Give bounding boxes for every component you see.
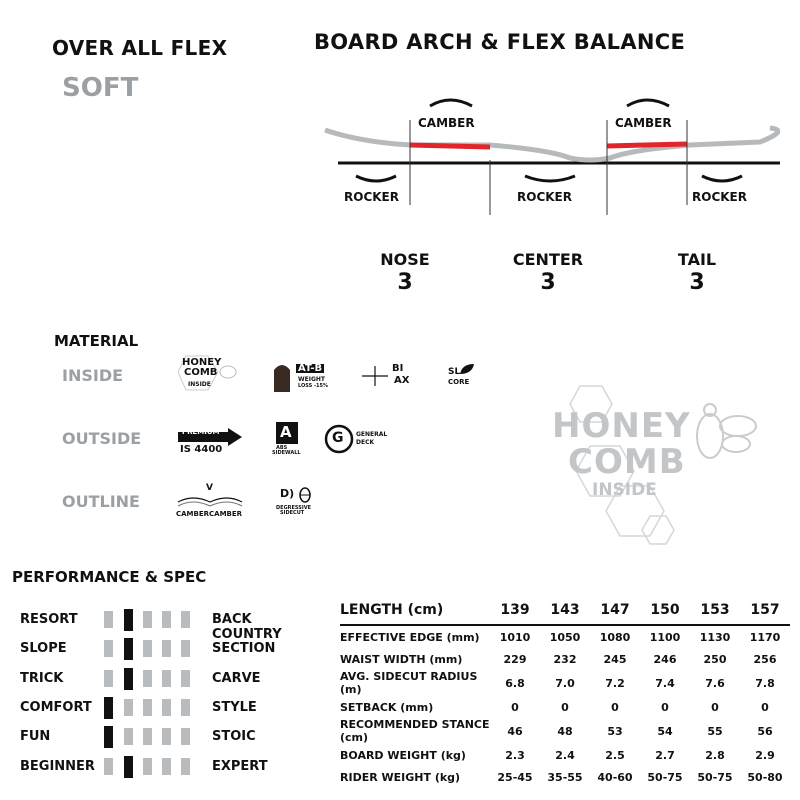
table-row: BOARD WEIGHT (kg) 2.3 2.4 2.5 2.7 2.8 2.9 <box>340 748 775 762</box>
perf-right-label: BACK COUNTRY <box>212 612 282 642</box>
material-outside-label: OUTSIDE <box>62 429 142 448</box>
scale-marker <box>104 640 113 657</box>
atb-weight-loss-icon: AT-B WEIGHT LOSS -15% <box>272 358 332 392</box>
scale-marker-active <box>104 697 113 719</box>
scale-marker <box>162 758 171 775</box>
board-profile-line <box>325 128 778 160</box>
overall-flex-title: OVER ALL FLEX <box>52 36 228 60</box>
scale-marker <box>143 699 152 716</box>
scale-marker <box>181 611 190 628</box>
scale-marker <box>143 728 152 745</box>
perf-left-label: TRICK <box>20 670 64 686</box>
perf-right-label: SECTION <box>212 641 276 657</box>
table-row: RIDER WEIGHT (kg) 25-45 35-55 40-60 50-75 50-75 50-80 <box>340 770 783 784</box>
perf-right-label: CARVE <box>212 670 261 686</box>
spec-header-row <box>340 596 790 625</box>
scale-marker <box>104 758 113 775</box>
scale-marker-active <box>104 726 113 748</box>
scale-marker <box>162 699 171 716</box>
camber-arc-left <box>430 100 472 106</box>
degressive-sidecut-icon: D) DEGRESSIVE SIDECUT <box>276 487 312 516</box>
rocker-arc-center <box>525 176 575 181</box>
zone-tail-value: 3 <box>689 270 705 295</box>
scale-marker <box>162 640 171 657</box>
table-row: SETBACK (mm) 0 0 0 0 0 0 <box>340 700 769 714</box>
zone-nose-value: 3 <box>397 270 413 295</box>
general-deck-icon: G GENERAL DECK <box>324 424 394 456</box>
spec-length: 150 <box>640 596 690 625</box>
scale-marker-active <box>124 638 133 660</box>
perf-right-label: EXPERT <box>212 758 268 774</box>
spec-table <box>340 596 790 788</box>
table-row: WAIST WIDTH (mm) 229 232 245 246 250 256 <box>340 652 777 666</box>
scale-marker <box>104 611 113 628</box>
perf-left-label: SLOPE <box>20 641 67 657</box>
scale-marker <box>143 611 152 628</box>
scale-marker <box>181 640 190 657</box>
zone-center-value: 3 <box>540 270 556 295</box>
perf-left-label: RESORT <box>20 612 78 627</box>
rocker-label-center: ROCKER <box>517 190 572 204</box>
rocker-arc-left <box>356 176 396 181</box>
scale-marker <box>181 670 190 687</box>
table-row: AVG. SIDECUT RADIUS (m) 6.8 7.0 7.2 7.4 7.6 7.8 <box>340 670 775 696</box>
perf-right-label: STOIC <box>212 729 256 745</box>
rocker-label-left: ROCKER <box>344 190 399 204</box>
scale-marker <box>124 728 133 745</box>
material-title: MATERIAL <box>54 332 139 350</box>
scale-marker <box>104 670 113 687</box>
zone-tail-label: TAIL <box>677 250 717 269</box>
overall-flex-value: SOFT <box>62 73 139 103</box>
scale-marker-active <box>124 609 133 631</box>
scale-marker <box>181 758 190 775</box>
scale-marker <box>181 728 190 745</box>
camber-label-left: CAMBER <box>418 116 475 130</box>
perf-right-label: STYLE <box>212 699 257 715</box>
camber-camber-icon: V CAMBERCAMBER <box>176 483 243 518</box>
material-outline-label: OUTLINE <box>62 492 140 511</box>
sl-core-icon: SL CORE <box>444 362 484 392</box>
scale-marker <box>162 728 171 745</box>
honeycomb-inside-badge: HONEY COMB INSIDE <box>550 376 760 546</box>
perf-left-label: BEGINNER <box>20 758 95 774</box>
scale-marker <box>162 670 171 687</box>
camber-section-right <box>607 144 687 146</box>
table-row: EFFECTIVE EDGE (mm) 1010 1050 1080 1100 1130 1170 <box>340 630 781 644</box>
biax-icon: BI AX <box>392 363 410 386</box>
camber-label-right: CAMBER <box>615 116 672 130</box>
premium-is4400-icon: PREMIUM IS 4400 <box>178 424 244 456</box>
scale-marker-active <box>124 668 133 690</box>
board-arch-title: BOARD ARCH & FLEX BALANCE <box>314 30 686 54</box>
scale-marker <box>143 758 152 775</box>
scale-marker <box>162 611 171 628</box>
camber-arc-right <box>627 100 669 106</box>
zone-center-label: CENTER <box>512 250 584 269</box>
scale-marker <box>143 640 152 657</box>
zone-nose-label: NOSE <box>380 250 430 269</box>
rocker-label-right: ROCKER <box>692 190 747 204</box>
honeycomb-inside-icon: HONEY COMB INSIDE <box>178 352 240 394</box>
performance-title: PERFORMANCE & SPEC <box>12 568 207 586</box>
scale-marker <box>124 699 133 716</box>
rocker-arc-right <box>702 176 742 181</box>
camber-section-left <box>410 145 490 147</box>
spec-length: 143 <box>540 596 590 625</box>
scale-marker <box>143 670 152 687</box>
table-row: RECOMMENDED STANCE (cm) 46 48 53 54 55 56 <box>340 718 773 744</box>
scale-marker-active <box>124 756 133 778</box>
spec-length: 139 <box>490 596 540 625</box>
spec-header-label: LENGTH (cm) <box>340 596 490 625</box>
perf-left-label: FUN <box>20 729 51 745</box>
spec-length: 153 <box>690 596 740 625</box>
material-inside-label: INSIDE <box>62 366 124 385</box>
spec-length: 147 <box>590 596 640 625</box>
perf-left-label: COMFORT <box>20 699 92 715</box>
scale-marker <box>181 699 190 716</box>
abs-sidewall-icon: A ABS SIDEWALL <box>272 423 301 456</box>
spec-length: 157 <box>740 596 790 625</box>
